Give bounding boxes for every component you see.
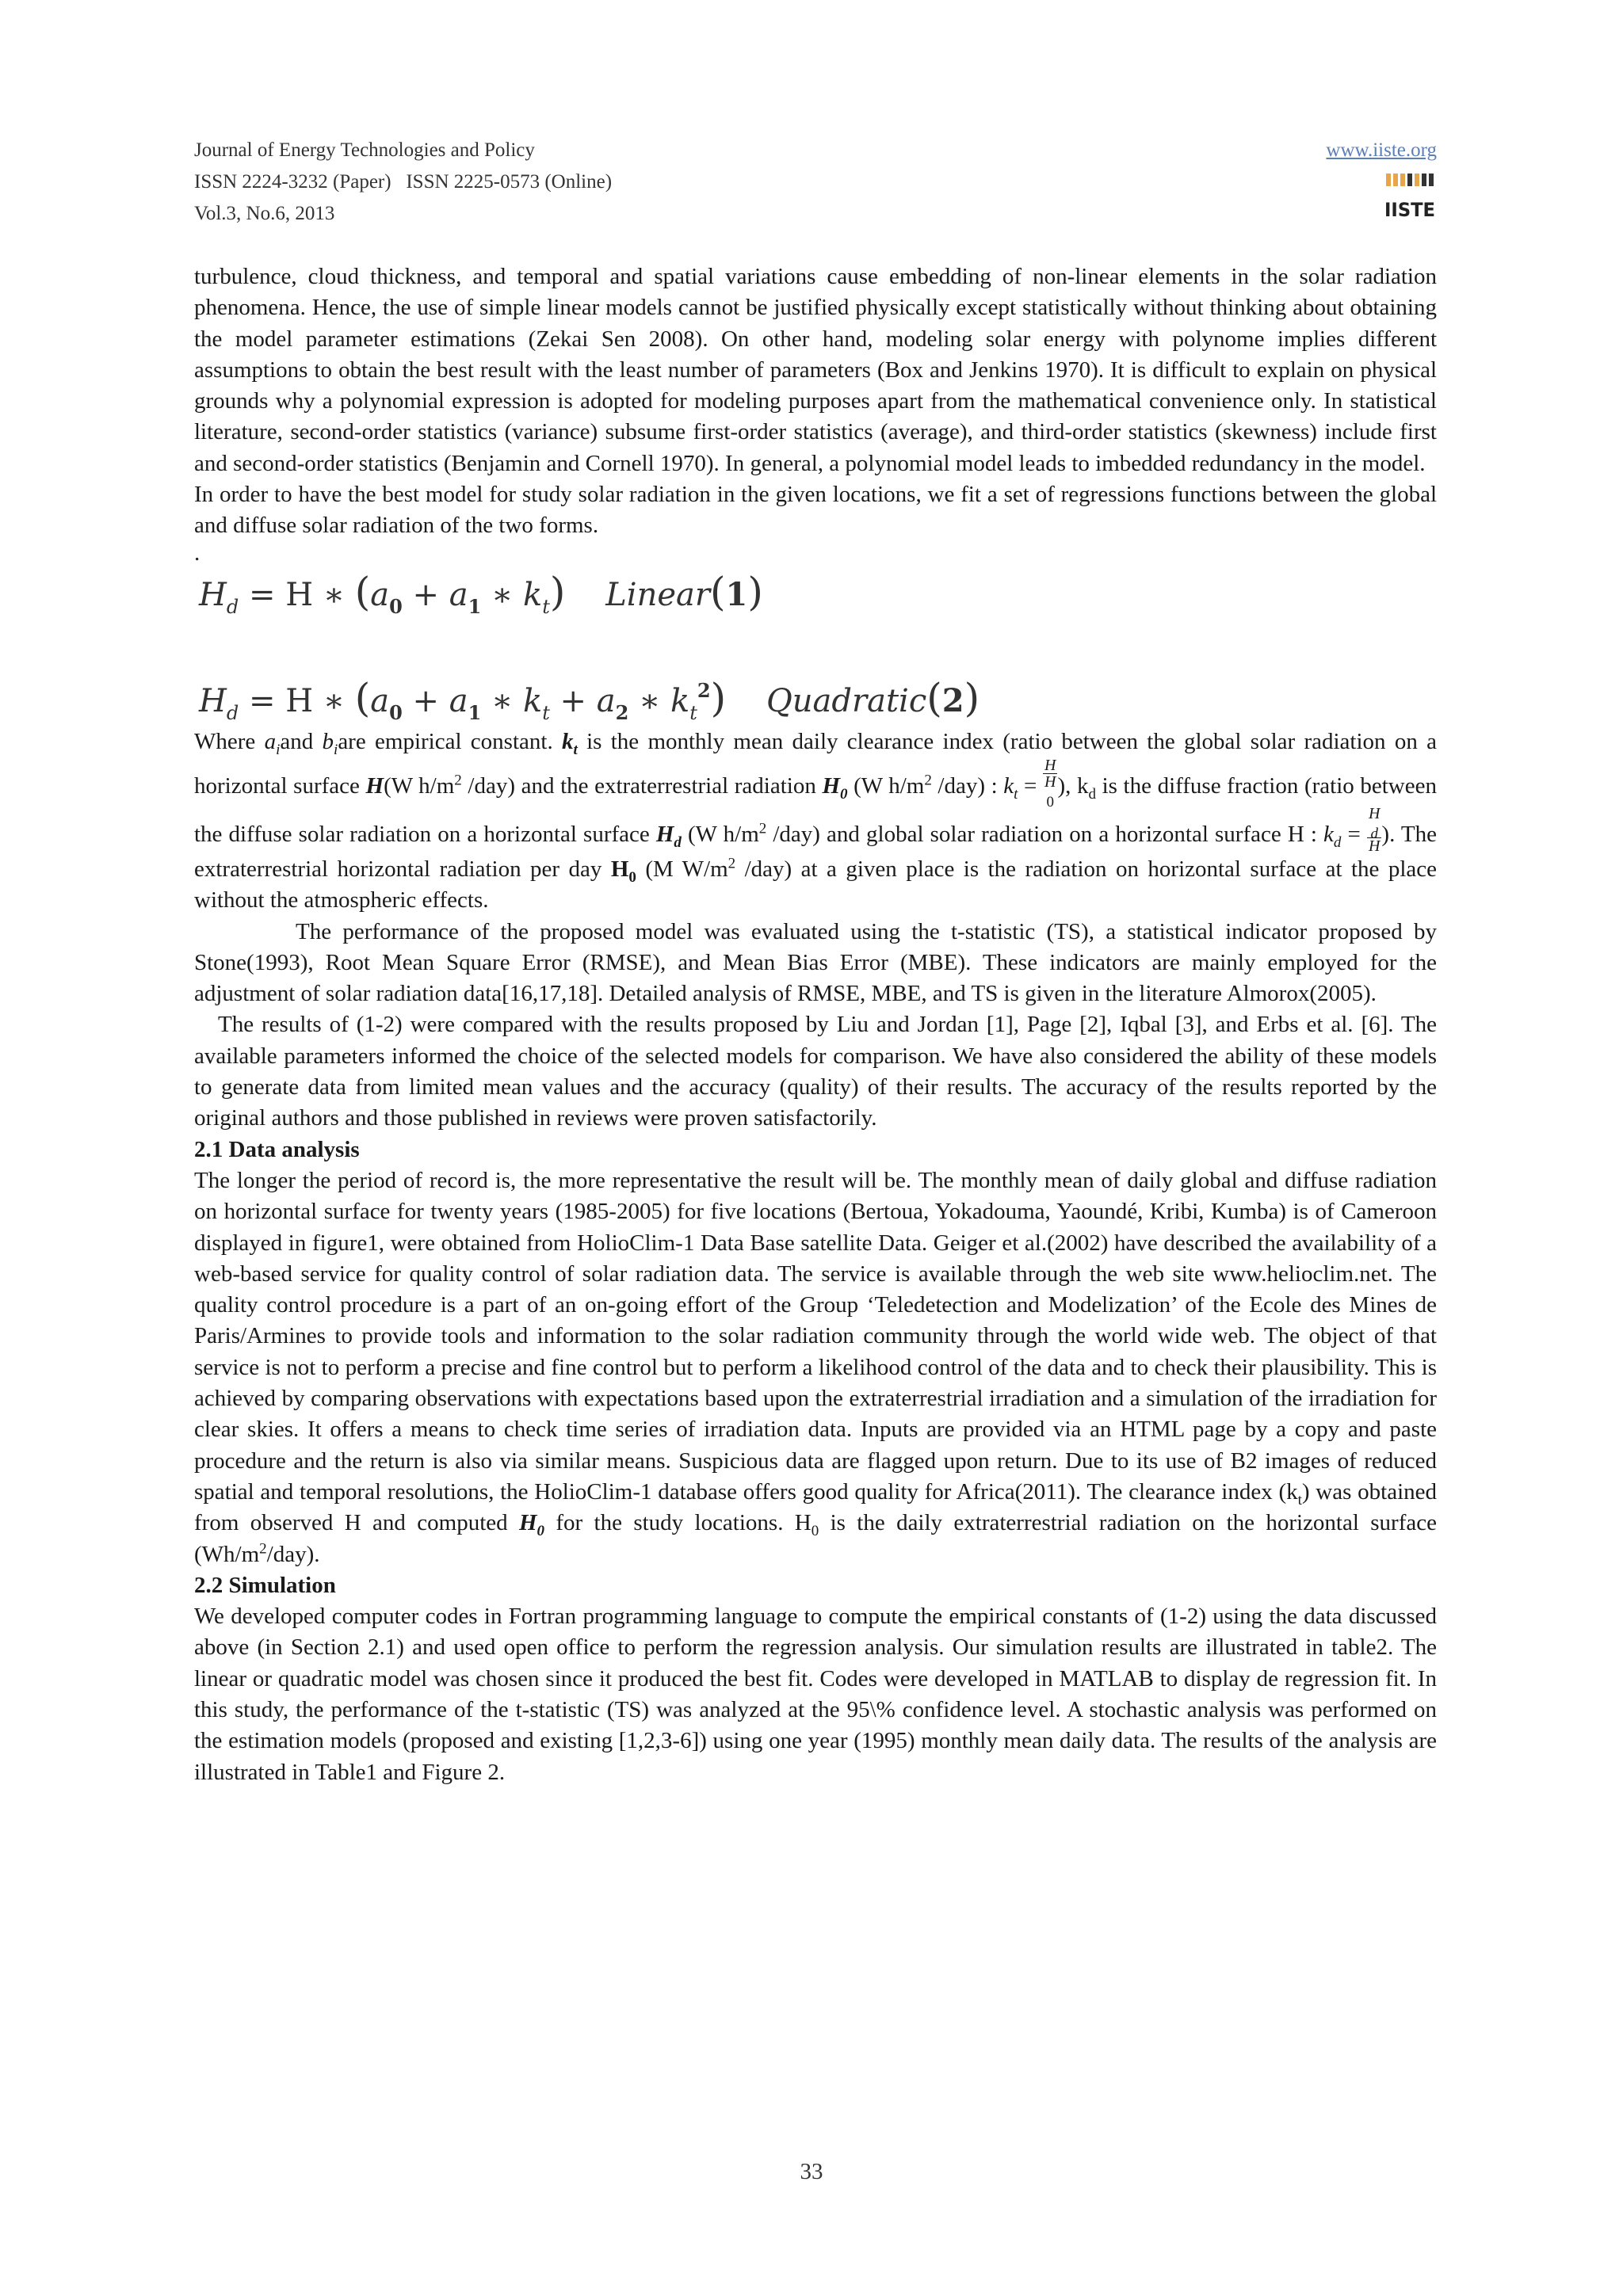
equation-number-2: 2 (941, 681, 964, 719)
logo-text: IISTE (1384, 199, 1435, 221)
logo-bar-6 (1422, 174, 1426, 186)
journal-title: Journal of Energy Technologies and Policy (194, 139, 535, 161)
equation-label-quadratic: Quadratic (766, 682, 927, 719)
section-heading-data-analysis: 2.1 Data analysis (194, 1136, 360, 1162)
stray-dot: . (194, 540, 200, 566)
paragraph-data-analysis: The longer the period of record is, the more representative the result will be. The monthly mean of daily global and diffuse radiation on horizontal surface for twenty years (1985-2005) for five locations (Bertoua, Yokadouma, Yaoundé, Kribi, Kumba) is of Cameroon displayed in figure1, were obtained from HolioClim-1 Data Base satellite Data. Geiger et al.(2002) have described the availability of a web-based service for quality control of solar radiation data. The service is available through the web site www.helioclim.net. The quality control procedure is a part of an on-going effort of the Group ‘Teledetection and Modelization’ of the Ecole des Mines de Paris/Armines to provide tools and information to the solar radiation community through the world wide web. The object of that service is not to perform a precise and fine control but to perform a likelihood control of the data and to check their plausibility. This is achieved by comparing observations with expectations based upon the extraterrestrial irradiation and a simulation of the irradiation for clear skies. It offers a means to check time series of irradiation data. Inputs are provided via an HTML page by a copy and paste procedure and the return is also via similar means. Suspicious data are flagged upon return. Due to its use of B2 images of reduced spatial and temporal resolutions, the HolioClim-1 database offers good quality for Africa(2011). The clearance index $(k_t)$ was obtained from observed H and computed $H_0$ for the study locations. $H_0$ is the daily extraterrestrial radiation on the horizontal surface $(Wh/m^2/day)$. (194, 1167, 1437, 1567)
logo-bar-7 (1429, 174, 1434, 186)
paragraph-performance: The performance of the proposed model was evaluated using the t-statistic (TS), a statistical indicator proposed by Stone(1993), Root Mean Square Error (RMSE), and Mean Bias Error (MBE). These indicators are mainly employed for the adjustment of solar radiation data[16,17,18]. Detailed analysis of RMSE, MBE, and TS is given in the literature Almorox(2005). (194, 918, 1437, 1007)
equation-number-1: 1 (725, 575, 748, 613)
iiste-logo (1383, 170, 1437, 227)
paragraph-regression-intro: In order to have the best model for study solar radiation in the given locations, we fit a set of regressions functions between the global and diffuse solar radiation of the two forms. (194, 482, 1437, 539)
paragraph-simulation: We developed computer codes in Fortran programming language to compute the empirical constants of (1-2) using the data discussed above (in Section 2.1) and used open office to perform the regression analysis. Our simulation results are illustrated in table2. The linear or quadratic model was chosen since it produced the best fit. Codes were developed in MATLAB to display de regression fit. In this study, the performance of the t-statistic (TS) was analyzed at the 95\% confidence level. A stochastic analysis was performed on the estimation models (proposed and existing [1,2,3-6]) using one year (1995) monthly mean daily data. The results of the analysis are illustrated in Table1 and Figure 2. (194, 1604, 1437, 1785)
paragraph-nonlinear: turbulence, cloud thickness, and temporal and spatial variations cause embedding of non-linear elements in the solar radiation phenomena. Hence, the use of simple linear models cannot be justified physically except statistically without thinking about obtaining the model parameter estimations (Zekai Sen 2008). On other hand, modeling solar energy with polynome implies different assumptions to obtain the best result with the least number of parameters (Box and Jenkins 1970). It is difficult to explain on physical grounds why a polynomial expression is adopted for modeling purposes apart from the mathematical convenience only. In statistical literature, second-order statistics (variance) subsume first-order statistics (average), and third-order statistics (skewness) include first and second-order statistics (Benjamin and Cornell 1970). In general, a polynomial model leads to imbedded redundancy in the model. (194, 264, 1437, 476)
logo-bar-4 (1407, 174, 1412, 186)
issn-line: ISSN 2224-3232 (Paper) ISSN 2225-0573 (Online) (194, 171, 613, 193)
page-number: 33 (800, 2159, 823, 2184)
article-body (194, 261, 1437, 1788)
logo-bar-1 (1386, 174, 1391, 186)
paragraph-definitions: Where $a_iand$ $b_iare$ empirical constant. $k_t$ is the monthly mean daily clearance index (ratio between the global solar radiation on a horizontal surface H(W $h/m^2$ /day) and the extraterrestrial radiation $H_0$ (W $h/m^2$ /day) : $k_t$ = H H $_0$ ), $k_d$ is the diffuse fraction (ratio between the diffuse solar radiation on a horizontal surface $H_d$ (W $h/m^2$ /day) and global solar radiation on a horizontal surface H : $k_d$ = H $_d$ H ). The extraterrestrial horizontal radiation per day $H_0$ (M $W/m^2$ /day) at a given place is the radiation on horizontal surface at the place without the atmospheric effects. (194, 728, 1437, 913)
paragraph-comparison: The results of (1-2) were compared with the results proposed by Liu and Jordan [1], Page [2], Iqbal [3], and Erbs et al. [6]. The available parameters informed the choice of the selected models for comparison. We have also considered the ability of these models to generate data from limited mean values and the accuracy (quality) of their results. The accuracy of the results reported by the original authors and those published in reviews were proven satisfactorily. (194, 1012, 1437, 1131)
equation-linear: $H_d = H$ ∗ ($a_0 + a_1$ ∗ $k_t$) Linear(1) (199, 568, 763, 618)
fraction-kt: H H $_0$ (1044, 756, 1056, 810)
equation-label-linear: Linear (605, 576, 710, 613)
fraction-kd: H $_d$ H (1368, 804, 1381, 855)
equation-quadratic: $H_d = H$ ∗ ($a_0 + a_1$ ∗ $k_t + a_2$ ∗ $k_t^2$) Quadratic(2) (199, 674, 980, 724)
logo-bar-2 (1393, 174, 1398, 186)
journal-website-link[interactable]: www.iiste.org (1326, 139, 1437, 161)
section-heading-simulation: 2.2 Simulation (194, 1572, 336, 1598)
page-header (194, 135, 1437, 230)
volume-line: Vol.3, No.6, 2013 (194, 203, 335, 224)
logo-bar-5 (1415, 174, 1419, 186)
logo-bar-3 (1400, 174, 1405, 186)
